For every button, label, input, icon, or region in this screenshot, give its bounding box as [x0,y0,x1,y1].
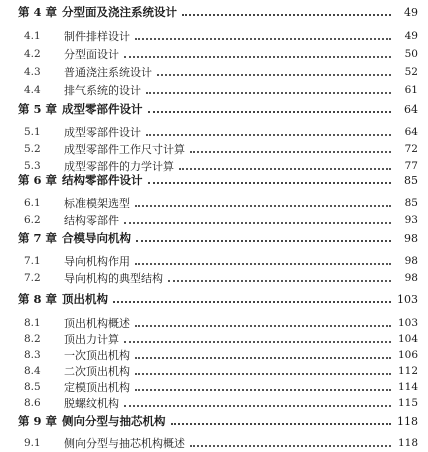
chapter-label: 第 4 章 [18,5,58,19]
dot-leader [168,280,391,282]
section-title: 结构零部件 [64,214,119,227]
section-number: 5.2 [24,143,41,155]
page-number: 85 [404,173,418,187]
chapter-title: 结构零部件设计 [62,173,143,187]
chapter-label: 第 9 章 [18,414,58,428]
toc-entry [0,45,428,63]
chapter-heading [0,3,428,21]
dot-leader [124,405,391,407]
toc-entry [0,394,428,412]
section-number: 6.2 [24,214,41,226]
dot-leader [190,445,391,447]
chapter-label: 第 5 章 [18,102,58,116]
page-number: 52 [404,66,418,78]
dot-leader [157,74,391,76]
dot-leader [113,301,391,303]
chapter-heading [0,229,428,247]
dot-leader [135,357,391,359]
page-number: 98 [404,272,418,284]
section-number: 8.2 [24,333,41,345]
dot-leader [146,92,391,94]
section-number: 8.4 [24,365,41,377]
page-number: 64 [404,126,418,138]
dot-leader [148,182,392,184]
section-title: 顶出力计算 [64,333,119,346]
section-number: 8.6 [24,397,41,409]
section-title: 排气系统的设计 [64,84,141,97]
page-number: 112 [397,365,418,377]
section-title: 二次顶出机构 [64,365,130,378]
page-number: 50 [404,48,418,60]
page-number: 49 [404,5,418,19]
section-title: 制件排样设计 [64,30,130,43]
chapter-heading [0,290,428,308]
section-number: 5.3 [24,160,41,172]
dot-leader [135,263,391,265]
section-title: 成型零部件工作尺寸计算 [64,143,185,156]
chapter-heading [0,412,428,430]
toc-entry [0,27,428,45]
dot-leader [135,373,391,375]
dot-leader [136,240,391,242]
section-number: 4.3 [24,66,41,78]
page-number: 103 [397,292,418,306]
page-number: 118 [397,437,418,449]
section-number: 5.1 [24,126,41,138]
dot-leader [146,134,391,136]
section-number: 8.1 [24,317,41,329]
chapter-label: 第 7 章 [18,231,58,245]
chapter-title: 合模导向机构 [62,231,131,245]
chapter-label: 第 6 章 [18,173,58,187]
page-number: 72 [404,143,418,155]
section-title: 脱螺纹机构 [64,397,119,410]
dot-leader [190,151,391,153]
section-title: 成型零部件设计 [64,126,141,139]
page-number: 106 [397,349,418,361]
section-title: 顶出机构概述 [64,317,130,330]
section-title: 一次顶出机构 [64,349,130,362]
page-number: 118 [397,414,418,428]
toc-entry [0,123,428,141]
section-title: 普通浇注系统设计 [64,66,152,79]
page-number: 114 [397,381,418,393]
section-title: 成型零部件的力学计算 [64,160,174,173]
section-title: 导向机构的典型结构 [64,272,163,285]
dot-leader [135,38,391,40]
section-title: 导向机构作用 [64,255,130,268]
chapter-title: 顶出机构 [62,292,108,306]
dot-leader [135,325,391,327]
dot-leader [171,423,392,425]
page-number: 64 [404,102,418,116]
section-number: 7.2 [24,272,41,284]
page-number: 98 [404,255,418,267]
section-number: 8.3 [24,349,41,361]
dot-leader [124,56,391,58]
toc-entry [0,63,428,81]
section-number: 4.1 [24,30,41,42]
page-number: 49 [404,30,418,42]
section-number: 7.1 [24,255,41,267]
toc-entry [0,194,428,212]
chapter-title: 侧向分型与抽芯机构 [62,414,166,428]
section-title: 标准模架选型 [64,197,130,210]
section-number: 8.5 [24,381,41,393]
chapter-title: 分型面及浇注系统设计 [62,5,177,19]
chapter-heading [0,171,428,189]
section-title: 定模顶出机构 [64,381,130,394]
dot-leader [124,341,391,343]
toc-entry [0,211,428,229]
page-number: 93 [404,214,418,226]
toc-entry [0,252,428,270]
dot-leader [124,222,391,224]
page-number: 115 [397,397,418,409]
dot-leader [135,205,391,207]
section-number: 6.1 [24,197,41,209]
page-number: 61 [404,84,418,96]
page-number: 77 [404,160,418,172]
page-number: 103 [397,317,418,329]
chapter-title: 成型零部件设计 [62,102,143,116]
section-number: 4.4 [24,84,41,96]
toc-entry [0,81,428,99]
section-title: 分型面设计 [64,48,119,61]
section-number: 9.1 [24,437,41,449]
section-number: 4.2 [24,48,41,60]
dot-leader [135,389,391,391]
toc-entry [0,269,428,287]
dot-leader [179,168,391,170]
toc-entry [0,140,428,158]
chapter-label: 第 8 章 [18,292,58,306]
chapter-heading [0,100,428,118]
dot-leader [148,111,392,113]
section-title: 侧向分型与抽芯机构概述 [64,437,185,450]
page-number: 85 [404,197,418,209]
page-number: 98 [404,231,418,245]
toc-entry [0,434,428,452]
page-number: 104 [397,333,418,345]
dot-leader [182,14,391,16]
